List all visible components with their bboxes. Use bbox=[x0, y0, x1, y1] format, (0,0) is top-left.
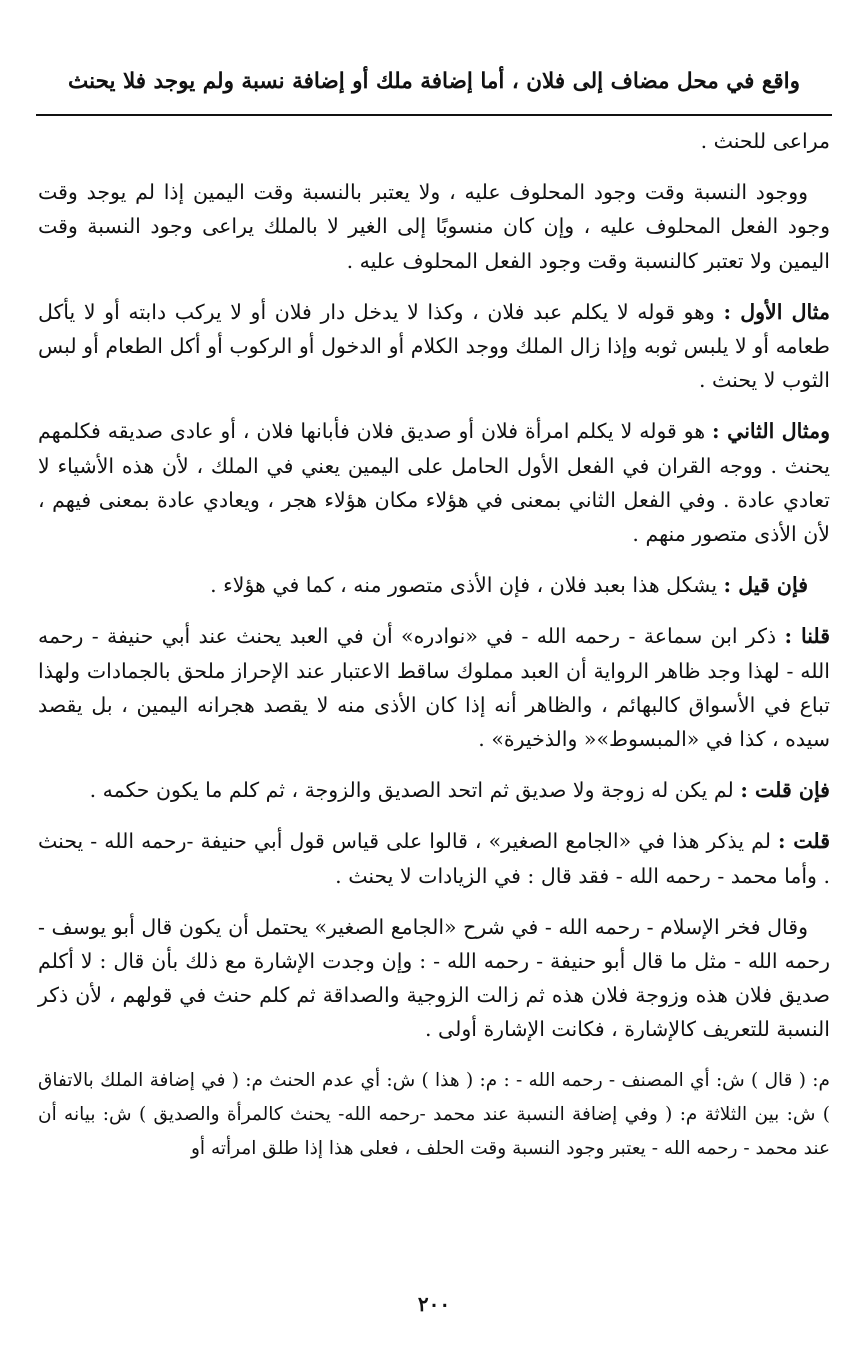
paragraph-lead: مثال الأول : bbox=[723, 299, 830, 324]
paragraph: فإن قيل : يشكل هذا بعبد فلان ، فإن الأذى متصور منه ، كما في هؤلاء . bbox=[210, 573, 808, 598]
paragraph: مراعى للحنث . bbox=[700, 129, 830, 153]
paragraph: مثال الأول : وهو قوله لا يكلم عبد فلان ، وكذا لا يدخل دار فلان أو لا يركب دابته أو لا يأكل طعامه أو لا يلبس ثوبه وإذا زال الملك ووجد الكلام أو الدخول أو الركوب أو أكل الطعام أو لبس الثوب لا يحنث . bbox=[38, 299, 830, 393]
paragraph-lead: قلت : bbox=[778, 829, 830, 854]
commentary-paragraph: م: ( قال ) ش: أي المصنف - رحمه الله - : م: ( هذا ) ش: أي عدم الحنث م: ( في إضافة الملك بالاتفاق ) ش: بين الثلاثة م: ( وفي إضافة النسبة عند محمد -رحمه الله- يحنث كالمرأة والصديق ) ش: بيانه أن عند محمد - رحمه الله - يعتبر وجود النسبة وقت الحلف ، فعلى هذا إذا طلق امرأته أو bbox=[38, 1069, 830, 1160]
paragraph: ووجود النسبة وقت وجود المحلوف عليه ، ولا يعتبر بالنسبة وقت اليمين إذا لم يوجد وقت وجود الفعل المحلوف عليه ، وإن كان منسوبًا إلى الغير لا بالملك يراعى وجود النسبة وقت اليمين ولا تعتبر كالنسبة وقت وجود الفعل المحلوف عليه . bbox=[38, 180, 830, 273]
paragraph: قلت : لم يذكر هذا في «الجامع الصغير» ، قالوا على قياس قول أبي حنيفة -رحمه الله - يحنث . وأما محمد - رحمه الله - فقد قال : في الزيادات لا يحنث . bbox=[38, 829, 830, 888]
running-header: واقع في محل مضاف إلى فلان ، أما إضافة ملك أو إضافة نسبة ولم يوجد فلا يحنث bbox=[68, 69, 800, 94]
header-rule bbox=[36, 114, 832, 116]
paragraph-lead: فإن قيل : bbox=[723, 573, 808, 598]
paragraph: وقال فخر الإسلام - رحمه الله - في شرح «الجامع الصغير» يحتمل أن يكون قال أبو يوسف - رحمه الله - مثل ما قال أبو حنيفة - رحمه الله - : وإن وجدت الإشارة مع ذلك بأن قال : لا أكلم صديق فلان هذه وزوجة فلان هذه ثم زالت الزوجية والصداقة ثم كلم حنث في قولهم ، لأن ذكر النسبة للتعريف كالإشارة ، فكانت الإشارة أولى . bbox=[38, 914, 830, 1042]
paragraph-lead: ومثال الثاني : bbox=[712, 419, 830, 444]
paragraph-lead: فإن قلت : bbox=[740, 778, 830, 803]
page-body bbox=[38, 124, 830, 1183]
paragraph: ومثال الثاني : هو قوله لا يكلم امرأة فلان أو صديق فلان فأبانها فلان ، أو عادى صديقه فكلمهم يحنث . ووجه القران في الفعل الأول الحامل على اليمين يعني في الملك ، لأن هذه الأشياء لا تعادي عادة . وفي الفعل الثاني بمعنى في هؤلاء مكان هؤلاء هجر ، ويعادي عادة بمعنى فيهم ، لأن الأذى متصور منهم . bbox=[38, 419, 830, 547]
page-number: ٢٠٠ bbox=[417, 1292, 451, 1316]
paragraph: قلنا : ذكر ابن سماعة - رحمه الله - في «نوادره» أن في العبد يحنث عند أبي حنيفة - رحمه الله - لهذا وجد ظاهر الرواية أن العبد مملوك ساقط الاعتبار عند الإحراز ملحق بالجمادات ولهذا تباع في الأسواق كالبهائم ، والظاهر أنه إذا كان الأذى منه لا يقصد هجرانه اليمين ، بل يقصد سيده ، كذا في «المبسوط»« والذخيرة» . bbox=[38, 624, 830, 752]
paragraph-lead: قلنا : bbox=[784, 624, 830, 649]
paragraph: فإن قلت : لم يكن له زوجة ولا صديق ثم اتحد الصديق والزوجة ، ثم كلم ما يكون حكمه . bbox=[89, 778, 830, 803]
